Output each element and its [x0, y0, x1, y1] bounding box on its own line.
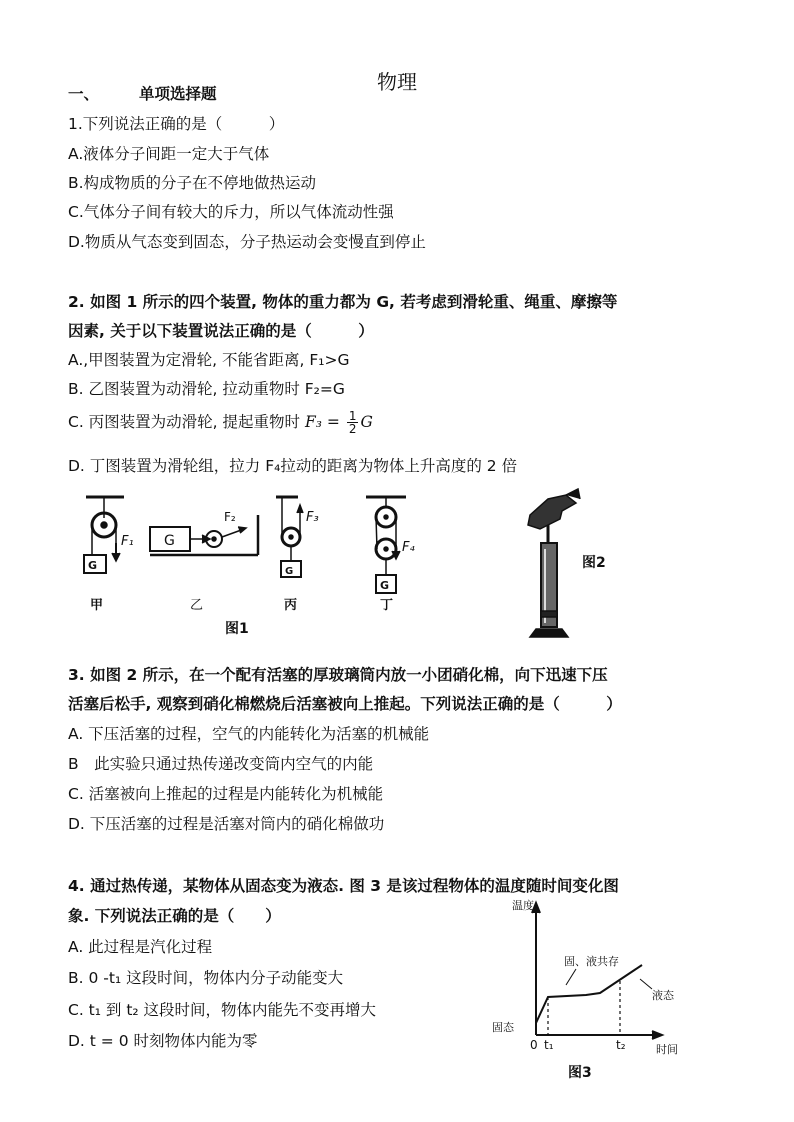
- q3-stem-line1: 3. 如图 2 所示，在一个配有活塞的厚玻璃筒内放一小团硝化棉，向下迅速下压: [68, 666, 608, 684]
- jia-f1-label: F₁: [121, 534, 134, 549]
- liquid-label: 液态: [652, 989, 674, 1002]
- ding-movable-axle: [384, 547, 388, 551]
- yi-block-label: G: [164, 533, 175, 549]
- t1-label: t₁: [544, 1038, 554, 1052]
- q2-option-c-lhs: F₃ =: [304, 413, 340, 431]
- q3-option-a: A. 下压活塞的过程，空气的内能转化为活塞的机械能: [68, 725, 430, 743]
- q4-stem-line1: 4. 通过热传递，某物体从固态变为液态. 图 3 是该过程物体的温度随时间变化图: [68, 877, 619, 895]
- q4-option-a: A. 此过程是汽化过程: [68, 938, 213, 956]
- section-name: 单项选择题: [139, 85, 217, 103]
- ding-fixed-axle: [384, 515, 388, 519]
- q2-option-c: [68, 410, 373, 435]
- one-half-fraction: [347, 410, 359, 435]
- q1-stem: 1.下列说法正确的是（ ）: [68, 115, 285, 133]
- figure-3-temperature-graph: [480, 895, 700, 1090]
- q2-option-d: D. 丁图装置为滑轮组，拉力 F₄拉动的距离为物体上升高度的 2 倍: [68, 457, 518, 475]
- q4-stem-line2: 象. 下列说法正确的是（ ）: [68, 907, 281, 925]
- q1-option-b: B.构成物质的分子在不停地做热运动: [68, 174, 317, 192]
- q2-stem-line1: 2. 如图 1 所示的四个装置, 物体的重力都为 G, 若考虑到滑轮重、绳重、摩擦等: [68, 293, 618, 311]
- q3-option-d: D. 下压活塞的过程是活塞对筒内的硝化棉做功: [68, 815, 385, 833]
- ding-caption: 丁: [380, 598, 394, 613]
- bing-f3-label: F₃: [306, 510, 319, 525]
- mixed-leader-line: [566, 969, 576, 985]
- t2-label: t₂: [616, 1038, 626, 1052]
- page-title: 物理: [377, 70, 417, 94]
- bing-f3-arrowhead: [297, 505, 303, 513]
- q1-option-c: C.气体分子间有较大的斥力，所以气体流动性强: [68, 203, 394, 221]
- figure-3-caption: 图3: [568, 1065, 592, 1081]
- figure-1-pulleys: [0, 485, 794, 645]
- figure-1-caption: 图1: [225, 621, 249, 637]
- liquid-leader-line: [640, 979, 652, 989]
- jia-axle: [101, 522, 107, 528]
- q2-option-c-text: C. 丙图装置为动滑轮, 提起重物时: [68, 413, 301, 431]
- fig2-handle: [528, 495, 576, 529]
- bing-axle: [289, 535, 293, 539]
- jia-weight-label: G: [88, 559, 98, 572]
- solid-label: 固态: [492, 1021, 514, 1034]
- jia-f1-arrowhead: [112, 553, 120, 561]
- q1-option-d: D.物质从气态变到固态，分子热运动会变慢直到停止: [68, 233, 426, 251]
- yi-f2-arrowhead: [238, 527, 246, 533]
- q4-option-d: D. t = 0 时刻物体内能为零: [68, 1032, 258, 1050]
- jia-caption: 甲: [90, 598, 104, 613]
- yi-axle: [212, 537, 216, 541]
- origin-label: 0: [530, 1038, 538, 1052]
- temperature-curve: [536, 965, 642, 1023]
- ding-weight-label: G: [380, 579, 390, 592]
- q3-stem-line2: 活塞后松手, 观察到硝化棉燃烧后活塞被向上推起。下列说法正确的是（ ）: [68, 695, 622, 713]
- q3-option-c: C. 活塞被向上推起的过程是内能转化为机械能: [68, 785, 384, 803]
- section-number: 一、: [68, 85, 100, 103]
- q2-stem-line2: 因素, 关于以下装置说法正确的是（ ）: [68, 322, 374, 340]
- q2-option-b: B. 乙图装置为动滑轮, 拉动重物时 F₂=G: [68, 380, 345, 398]
- q1-option-a: A.液体分子间距一定大于气体: [68, 145, 270, 163]
- x-axis-label: 时间: [656, 1043, 678, 1056]
- yi-caption: 乙: [190, 598, 204, 613]
- q4-option-c: C. t₁ 到 t₂ 这段时间，物体内能先不变再增大: [68, 1001, 377, 1019]
- x-axis-arrowhead: [652, 1031, 662, 1039]
- q2-option-a: A.,甲图装置为定滑轮, 不能省距离, F₁>G: [68, 351, 350, 369]
- section-heading: [68, 82, 217, 104]
- q4-option-b: B. 0 -t₁ 这段时间，物体内分子动能变大: [68, 969, 344, 987]
- q3-option-b: B 此实验只通过热传递改变筒内空气的内能: [68, 755, 374, 773]
- yi-f2-label: F₂: [224, 510, 236, 524]
- fraction-numerator: 1: [348, 409, 357, 423]
- fig2-cotton: [541, 611, 557, 617]
- figure-2-caption: 图2: [582, 555, 606, 571]
- y-axis-label: 温度: [512, 899, 534, 912]
- q2-option-c-g: G: [360, 413, 373, 431]
- fraction-denominator: 2: [348, 422, 357, 436]
- mixed-label: 固、液共存: [564, 955, 619, 968]
- bing-caption: 丙: [284, 598, 298, 613]
- bing-weight-label: G: [285, 566, 294, 577]
- fig2-base: [530, 629, 568, 637]
- ding-f4-label: F₄: [402, 540, 415, 555]
